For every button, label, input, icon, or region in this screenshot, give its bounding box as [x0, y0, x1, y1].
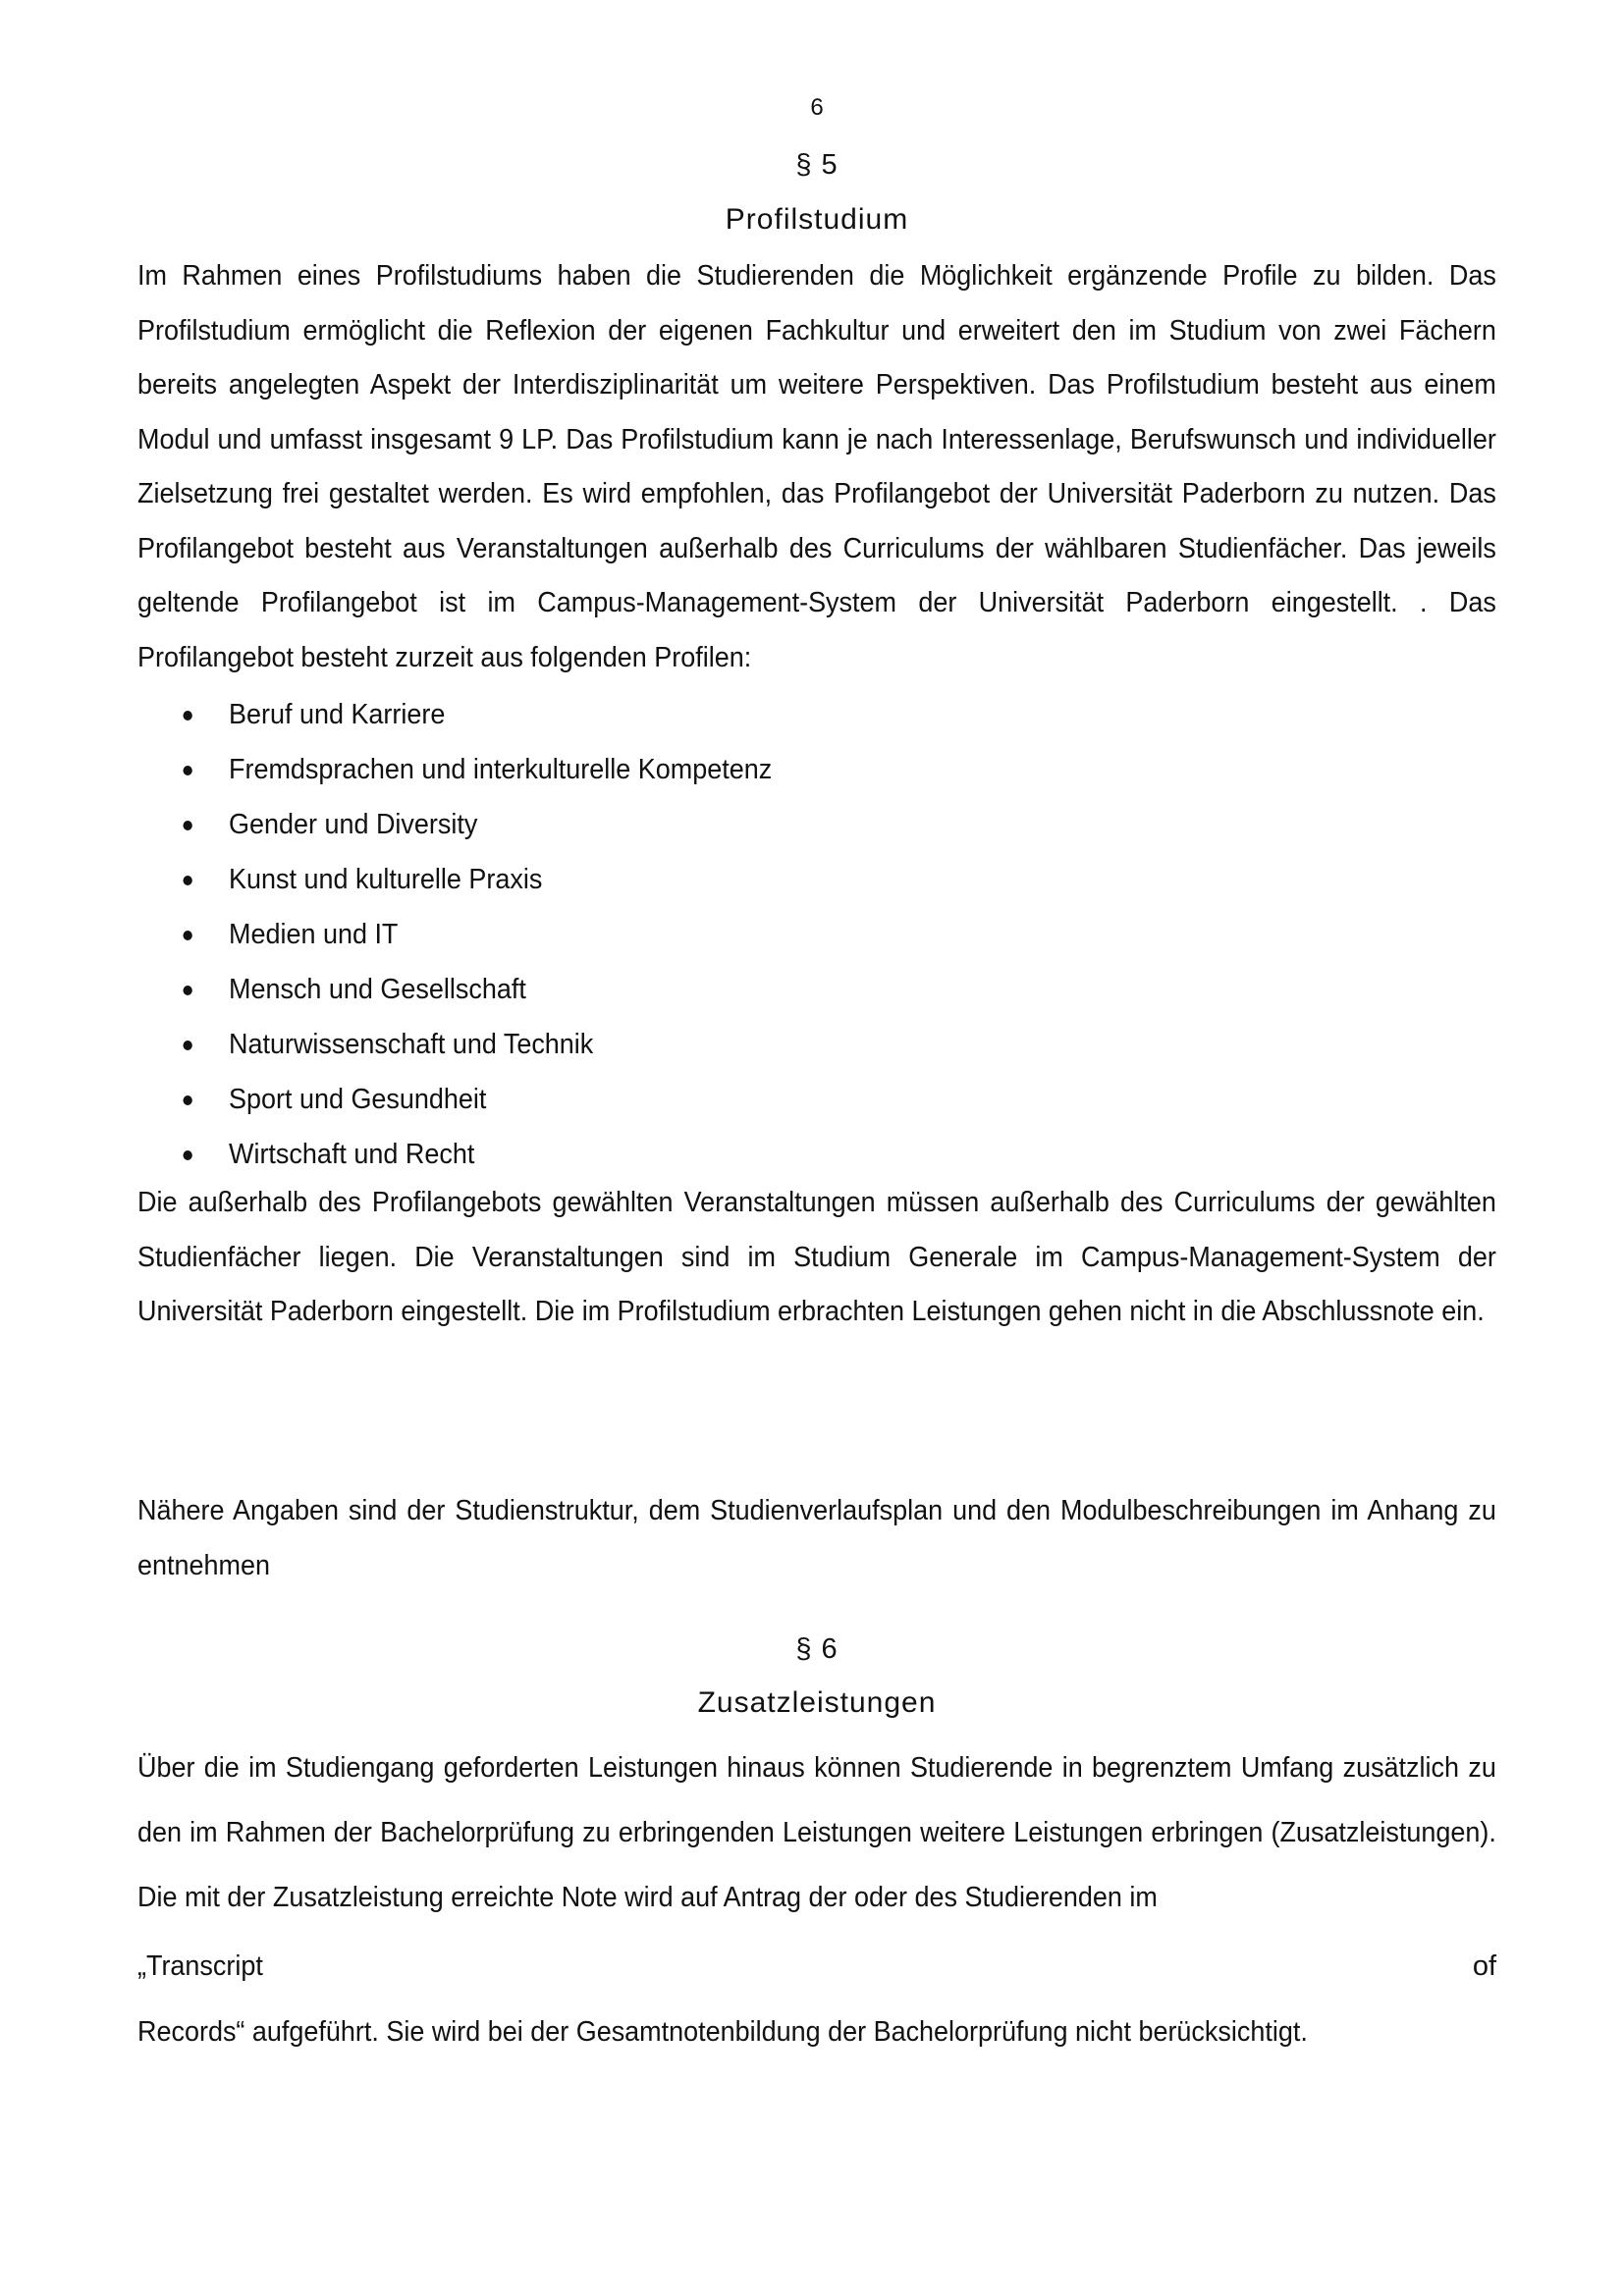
section-6-title: Zusatzleistungen — [697, 1686, 937, 1719]
list-item — [137, 1072, 772, 1127]
section-6-last-line: Records“ aufgeführt. Sie wird bei der Gesamtnotenbildung der Bachelorprüfung nicht berücksichtigt. — [137, 2016, 1308, 2048]
profile-label: Sport und Gesundheit — [229, 1084, 487, 1115]
bullet-icon — [184, 1150, 192, 1160]
section-5-title: Profilstudium — [725, 203, 909, 236]
bullet-icon — [184, 931, 192, 940]
bullet-icon — [184, 766, 192, 775]
profile-label: Wirtschaft und Recht — [229, 1139, 475, 1170]
profile-label: Kunst und kulturelle Praxis — [229, 864, 543, 895]
list-item — [137, 797, 772, 852]
profile-label: Gender und Diversity — [229, 809, 478, 840]
bullet-icon — [184, 711, 192, 721]
section-5-outside-paragraph: Die außerhalb des Profilangebots gewählten Veranstaltungen müssen außerhalb des Curriculums der gewählten Studienfächer liegen. Die Veranstaltungen sind im Studium Generale im Campus-Management-System der Universität Paderborn eingestellt. Die im Profilstudium erbrachten Leistungen gehen nicht in die Abschlussnote ein. — [137, 1187, 1496, 1327]
document-page — [137, 0, 1496, 2296]
profile-label: Mensch und Gesellschaft — [229, 974, 526, 1005]
bullet-icon — [184, 876, 192, 885]
list-item — [137, 1127, 772, 1182]
section-5-details-paragraph: Nähere Angaben sind der Studienstruktur, dem Studienverlaufsplan und den Modulbeschreibungen im Anhang zu entnehmen — [137, 1495, 1496, 1581]
section-5-symbol: § 5 — [795, 149, 839, 181]
bullet-icon — [184, 1041, 192, 1050]
section-6-body-paragraph: Über die im Studiengang geforderten Leistungen hinaus können Studierende in begrenztem Umfang zusätzlich zu den im Rahmen der Bachelorprüfung zu erbringenden Leistungen weitere Leistungen erbringen (Zusatzleistungen). Die mit der Zusatzleistung erreichte Note wird auf Antrag der oder des Studierenden im — [137, 1752, 1496, 1913]
profile-label: Naturwissenschaft und Technik — [229, 1029, 594, 1060]
bullet-icon — [184, 821, 192, 830]
list-item — [137, 687, 772, 742]
bullet-icon — [184, 986, 192, 995]
list-item — [137, 852, 772, 907]
section-6-symbol: § 6 — [795, 1633, 839, 1665]
profile-label: Medien und IT — [229, 919, 399, 950]
profile-label: Fremdsprachen und interkulturelle Kompetenz — [229, 754, 773, 785]
bullet-icon — [184, 1095, 192, 1105]
profile-label: Beruf und Karriere — [229, 699, 446, 730]
list-item — [137, 962, 772, 1017]
list-item — [137, 742, 772, 797]
list-item — [137, 907, 772, 962]
profile-list — [137, 687, 820, 1182]
list-item — [137, 1017, 772, 1072]
transcript-right-text: of — [1472, 1950, 1496, 1982]
page-number: 6 — [810, 94, 824, 121]
section-5-intro-paragraph: Im Rahmen eines Profilstudiums haben die Studierenden die Möglichkeit ergänzende Profile zu bilden. Das Profilstudium ermöglicht die Reflexion der eigenen Fachkultur und erweitert den im Studium von zwei Fächern bereits angelegten Aspekt der Interdisziplinarität um weitere Perspektiven. Das Profilstudium besteht aus einem Modul und umfasst insgesamt 9 LP. Das Profilstudium kann je nach Interessenlage, Berufswunsch und individueller Zielsetzung frei gestaltet werden. Es wird empfohlen, das Profilangebot der Universität Paderborn zu nutzen. Das Profilangebot besteht aus Veranstaltungen außerhalb des Curriculums der wählbaren Studienfächer. Das jeweils geltende Profilangebot ist im Campus-Management-System der Universität Paderborn eingestellt. . Das Profilangebot besteht zurzeit aus folgenden Profilen: — [137, 260, 1496, 673]
transcript-left-text: „Transcript — [137, 1950, 263, 1982]
transcript-line — [137, 1950, 1496, 1983]
